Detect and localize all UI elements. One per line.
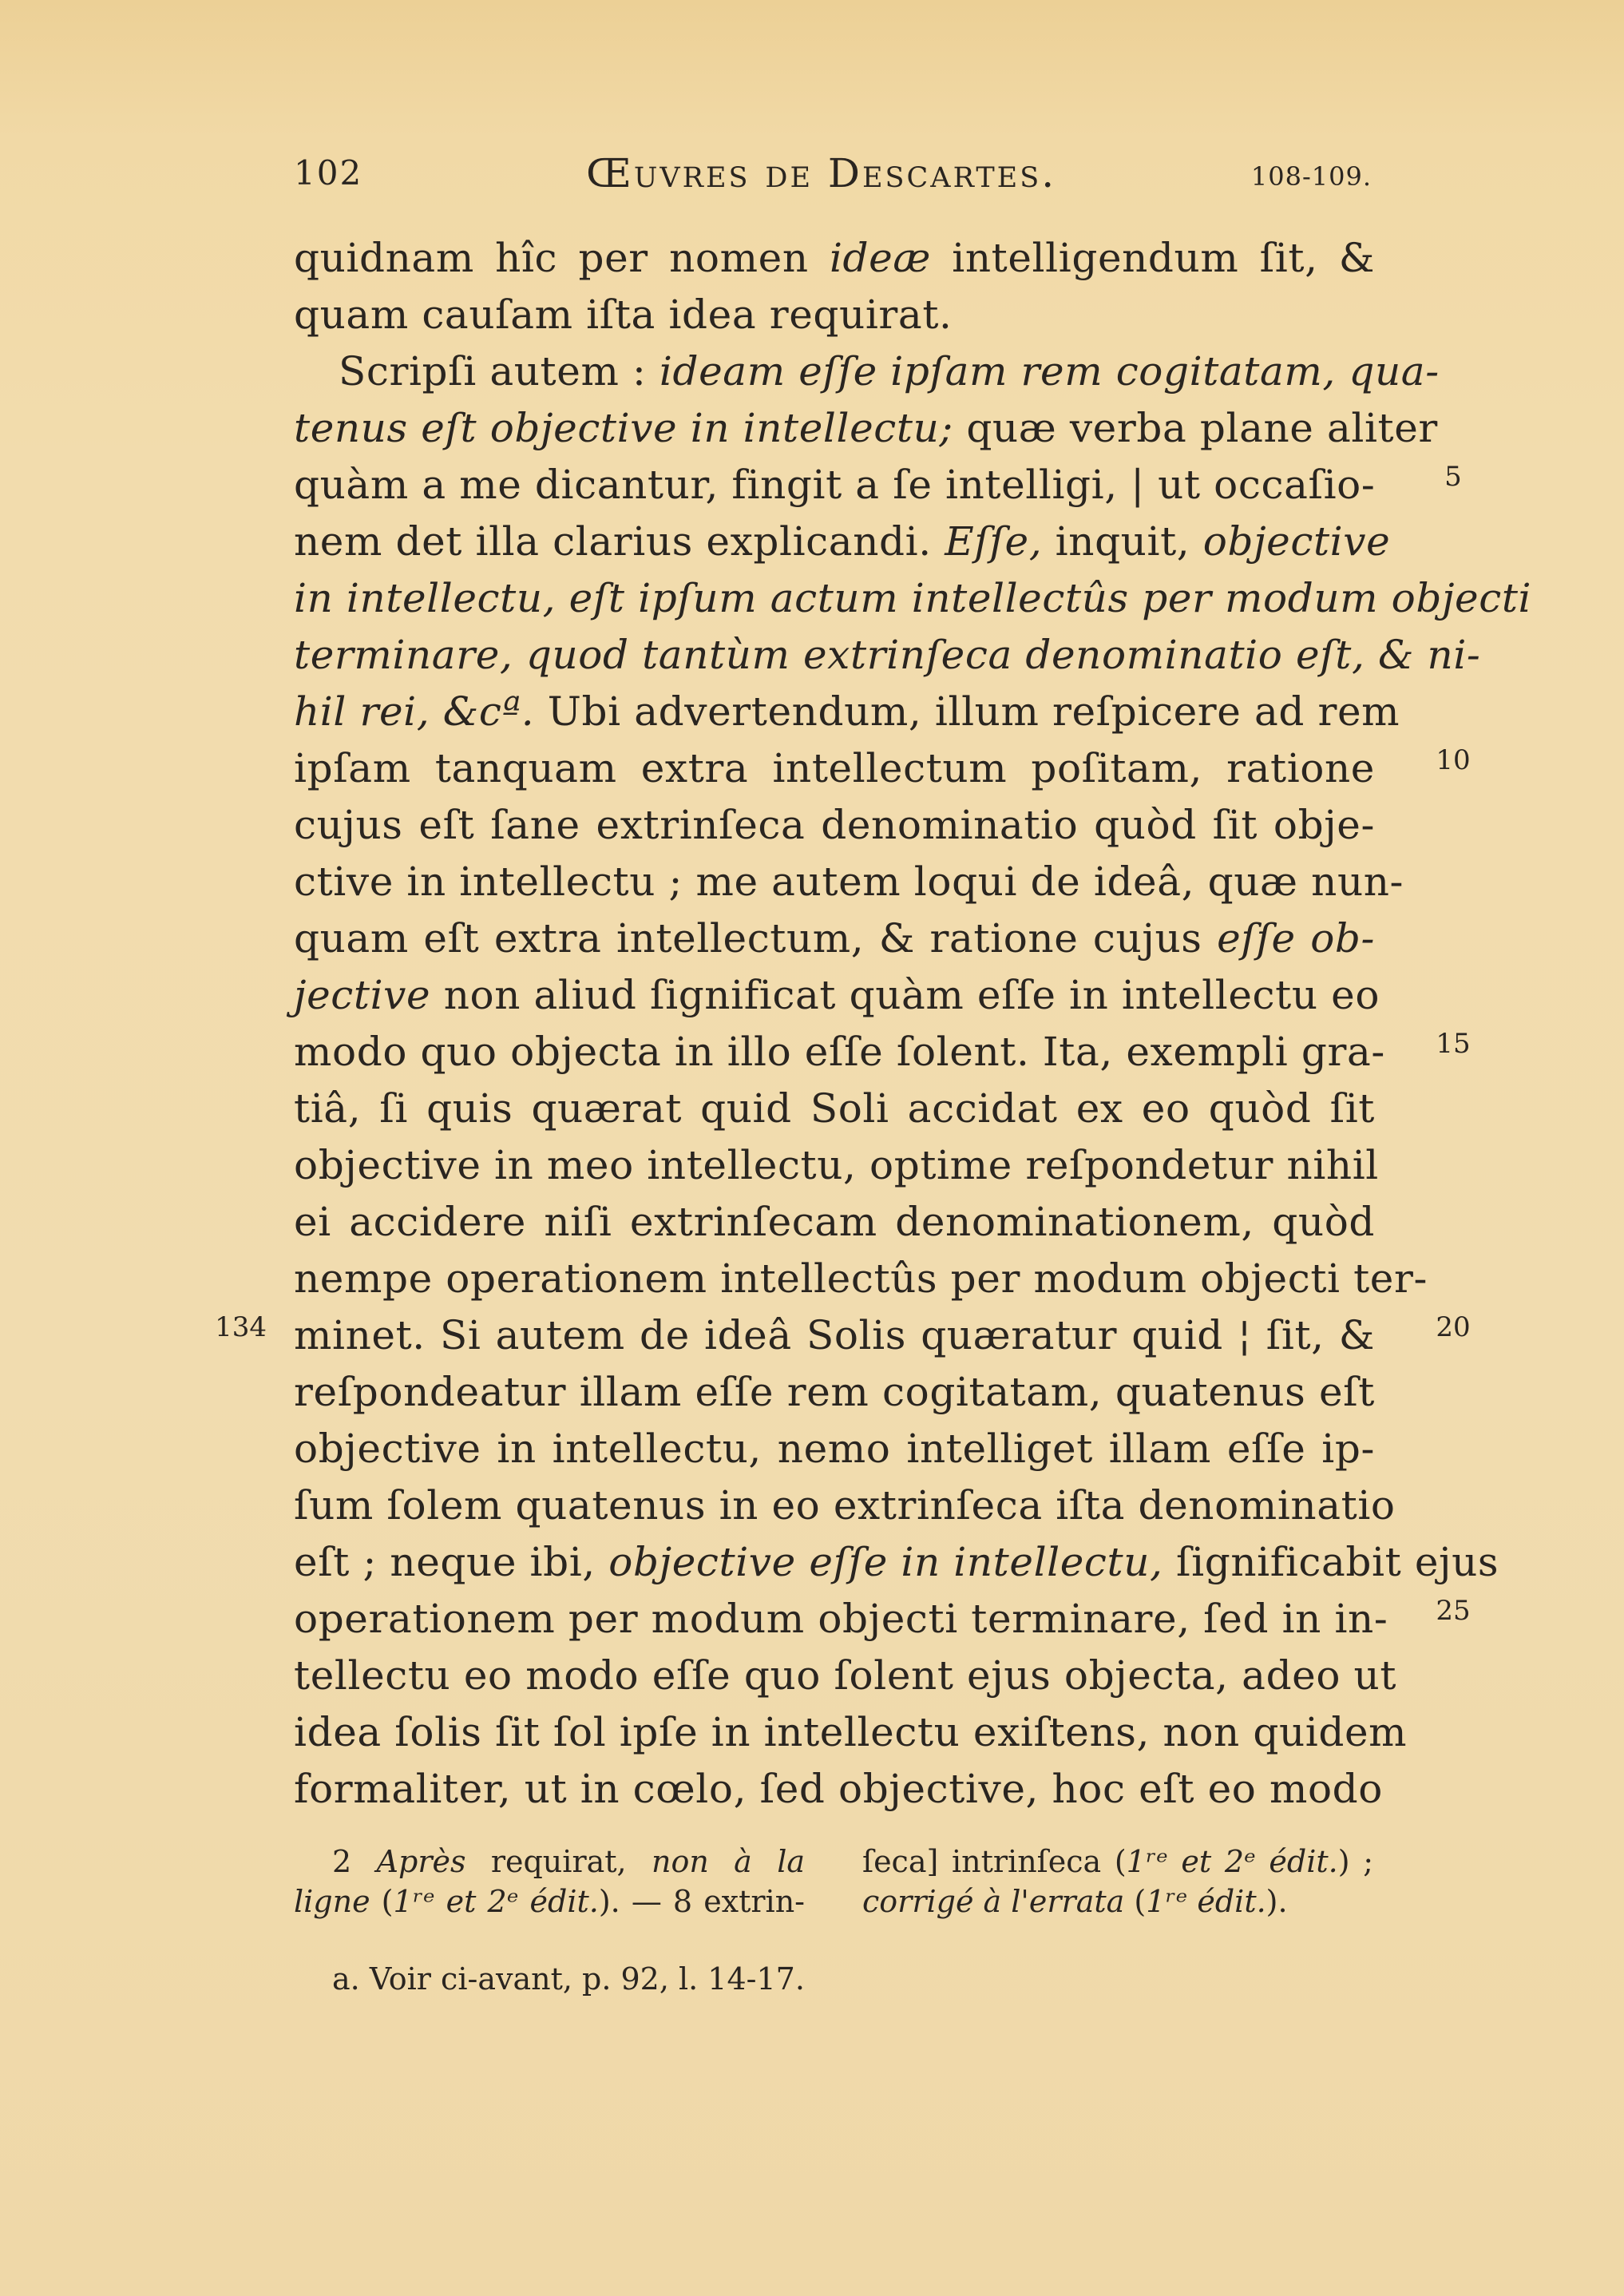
text-line: operationem per modum objecti terminare, ſed in in- — [294, 1596, 1388, 1642]
text-line: eſt ; neque ibi, objective eſſe in intellectu, ſignificabit ejus — [294, 1539, 1499, 1585]
text-line: in intellectu, eſt ipſum actum intellectûs per modum objecti — [294, 575, 1532, 621]
line-number-25: 25 — [1436, 1595, 1471, 1627]
text-line: Scripſi autem : ideam eſſe ipſam rem cogitatam, qua- — [339, 348, 1440, 395]
text-line: quam cauſam iſta idea requirat. — [294, 291, 953, 338]
footnote-a: a. Voir ci-avant, p. 92, l. 14-17. — [332, 1961, 805, 1997]
text-line: quam eſt extra intellectum, & ratione cujus eſſe ob- — [294, 915, 1376, 962]
text-line: terminare, quod tantùm extrinſeca denominatio eſt, & ni- — [294, 632, 1481, 678]
text-line: tiâ, ſi quis quærat quid Soli accidat ex eo quòd ſit — [294, 1085, 1375, 1132]
text-line: jective non aliud ſignificat quàm eſſe in intellectu eo — [294, 972, 1380, 1018]
text-line: objective in meo intellectu, optime reſpondetur nihil — [294, 1142, 1379, 1188]
text-line: objective in intellectu, nemo intelliget illam eſſe ip- — [294, 1426, 1375, 1472]
note-line: 2 Après requirat, non à la — [332, 1844, 806, 1879]
text-line: reſpondeatur illam eſſe rem cogitatam, quatenus eſt — [294, 1369, 1375, 1415]
line-number-20: 20 — [1436, 1311, 1471, 1343]
text-line: tellectu eo modo eſſe quo ſolent ejus objecta, adeo ut — [294, 1652, 1397, 1699]
text-line: ctive in intellectu ; me autem loqui de ideâ, quæ nun- — [294, 859, 1404, 905]
line-number-5: 5 — [1444, 461, 1462, 493]
text-line: minet. Si autem de ideâ Solis quæratur quid ¦ ſit, & — [294, 1312, 1375, 1358]
note-line: ligne (1ʳᵉ et 2ᵉ édit.). — 8 extrin- — [294, 1884, 806, 1919]
text-line: idea ſolis ſit ſol ipſe in intellectu exiſtens, non quidem — [294, 1709, 1408, 1755]
text-line: nem det illa clarius explicandi. Eſſe, inquit, objective — [294, 518, 1391, 565]
text-line: ipſam tanquam extra intellectum poſitam, ratione — [294, 745, 1375, 791]
text-line: quidnam hîc per nomen ideæ intelligendum ſit, & — [294, 235, 1375, 281]
text-line: nempe operationem intellectûs per modum objecti ter- — [294, 1255, 1428, 1302]
line-number-10: 10 — [1436, 744, 1471, 776]
text-line: ſum ſolem quatenus in eo extrinſeca iſta denominatio — [294, 1482, 1396, 1529]
running-title: Œuvres de Descartes. — [586, 150, 1057, 196]
line-number-15: 15 — [1436, 1028, 1471, 1060]
note-line: ſeca] intrinſeca (1ʳᵉ et 2ᵉ édit.) ; — [862, 1844, 1373, 1879]
running-header — [294, 150, 1372, 201]
edition-page-range: 108-109. — [1250, 161, 1372, 192]
margin-page-reference: 134 — [215, 1311, 267, 1343]
page-number: 102 — [294, 153, 363, 192]
variant-note-column-1 — [294, 1842, 805, 1921]
text-line: cujus eſt ſane extrinſeca denominatio quòd ſit obje- — [294, 802, 1375, 848]
text-line: hil rei, &cª. Ubi advertendum, illum reſpicere ad rem — [294, 688, 1400, 735]
text-line: ei accidere niſi extrinſecam denominationem, quòd — [294, 1199, 1375, 1245]
text-line: formaliter, ut in cœlo, ſed objective, hoc eſt eo modo — [294, 1766, 1383, 1812]
text-line: quàm a me dicantur, fingit a ſe intelligi, | ut occaſio- — [294, 462, 1376, 508]
note-line: corrigé à l'errata (1ʳᵉ édit.). — [862, 1884, 1288, 1919]
text-line: tenus eſt objective in intellectu; quæ verba plane aliter — [294, 405, 1438, 451]
text-line: modo quo objecta in illo eſſe ſolent. Ita, exempli gra- — [294, 1029, 1385, 1075]
variant-note-column-2 — [862, 1842, 1373, 1921]
